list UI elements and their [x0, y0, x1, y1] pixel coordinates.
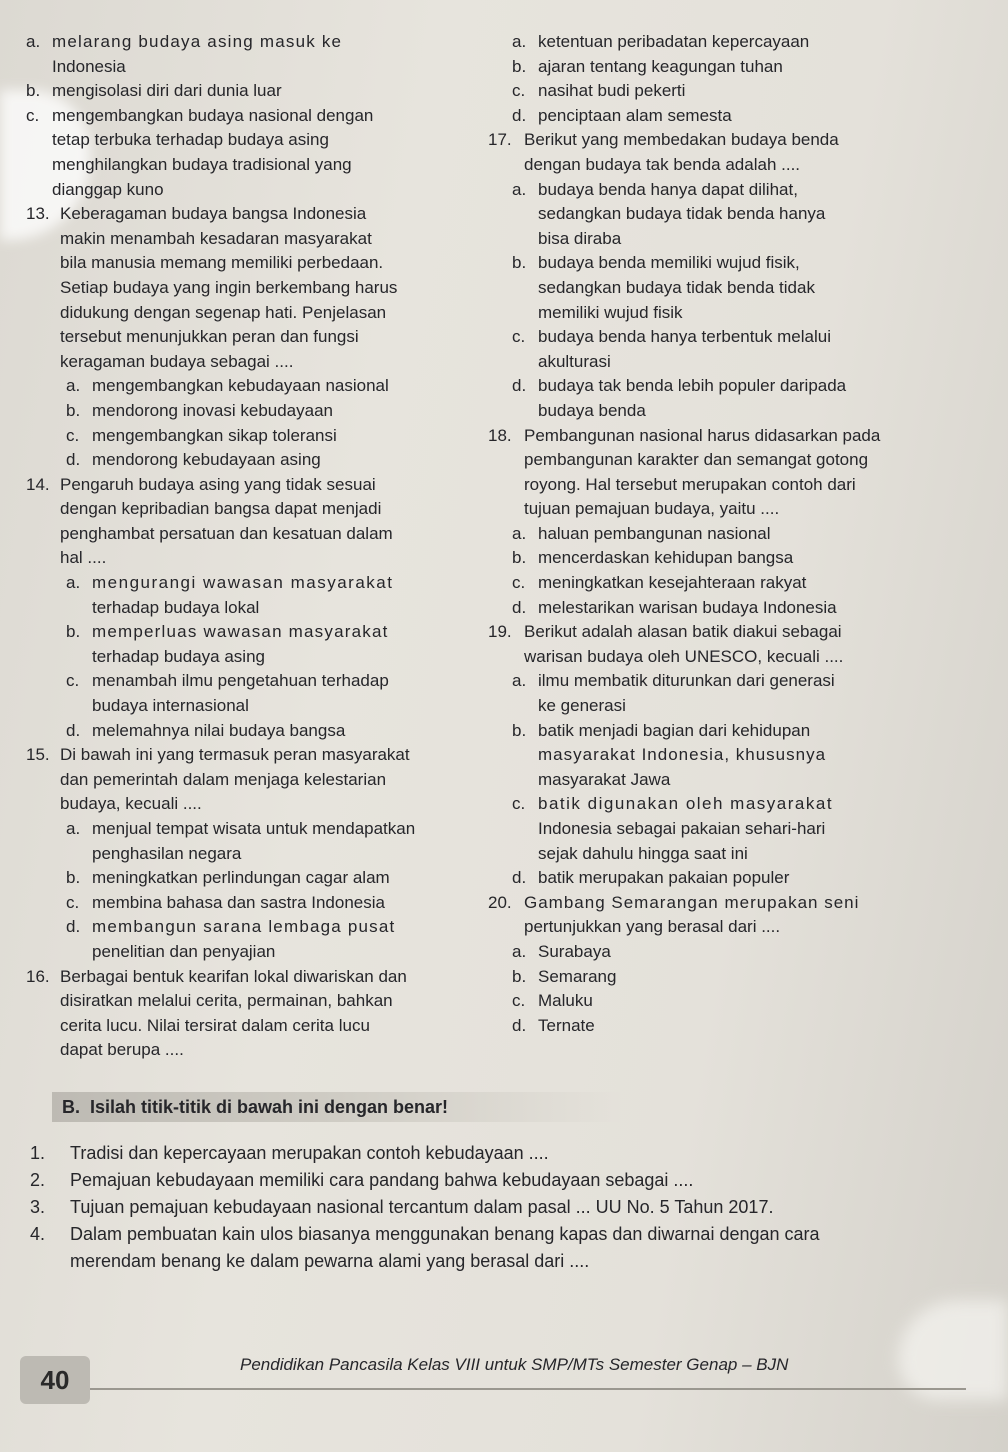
text-line: budaya benda hanya dapat dilihat, [538, 179, 798, 199]
option[interactable] [488, 1014, 988, 1039]
question-15 [26, 743, 476, 964]
essay-text [70, 1140, 990, 1167]
text-line: Pengaruh budaya asing yang tidak sesuai [60, 474, 376, 494]
question-number: 17. [488, 130, 512, 150]
question-text [524, 128, 988, 177]
text-line: budaya benda memiliki wujud fisik, [538, 253, 800, 273]
option-text [92, 571, 476, 620]
option-text [92, 817, 476, 866]
essay-item [30, 1221, 990, 1275]
option-label: b. [512, 720, 527, 740]
option-label: a. [512, 941, 527, 961]
question-14 [26, 473, 476, 744]
option[interactable] [488, 940, 988, 965]
text-line: disiratkan melalui cerita, permainan, bahkan [60, 991, 393, 1011]
option[interactable] [488, 178, 988, 252]
option-label: a. [512, 671, 527, 691]
question-17 [488, 128, 988, 423]
text-line: dan pemerintah dalam menjaga kelestarian [60, 769, 387, 789]
option-text: Maluku [538, 991, 593, 1011]
option-text [538, 669, 988, 718]
option[interactable] [26, 79, 476, 104]
section-b-heading [52, 1092, 622, 1122]
text-line: sedangkan budaya tidak benda hanya [538, 204, 826, 224]
essay-text [70, 1194, 990, 1221]
option-label: b. [66, 868, 81, 888]
text-line: penelitian dan penyajian [92, 941, 276, 961]
option-label: c. [512, 794, 526, 814]
question-stem [26, 743, 476, 817]
option[interactable] [488, 596, 988, 621]
text-line: Gambang Semarangan merupakan seni [524, 892, 860, 912]
option-label: d. [66, 720, 81, 740]
text-line: penghambat persatuan dan kesatuan dalam [60, 523, 393, 543]
option-label: a. [66, 376, 81, 396]
essay-number: 3. [30, 1197, 46, 1217]
option-label: d. [512, 105, 527, 125]
text-line: pertunjukkan yang berasal dari .... [524, 917, 781, 937]
option-text [538, 792, 988, 866]
text-line: tetap terbuka terhadap budaya asing [52, 130, 329, 150]
question-text [524, 620, 988, 669]
option-label: c. [66, 892, 80, 912]
question-number: 19. [488, 622, 512, 642]
option-label: b. [512, 548, 527, 568]
option[interactable] [26, 104, 476, 202]
option[interactable] [26, 571, 476, 620]
text-line: sedangkan budaya tidak benda tidak [538, 277, 815, 297]
essay-list [30, 1140, 990, 1275]
option[interactable] [488, 325, 988, 374]
option[interactable] [26, 719, 476, 744]
option-label: d. [512, 1015, 527, 1035]
option-label: b. [512, 56, 527, 76]
question-text [524, 891, 988, 940]
option-text: ajaran tentang keagungan tuhan [538, 56, 783, 76]
option[interactable] [26, 817, 476, 866]
option-text [52, 104, 476, 202]
option-text: mencerdaskan kehidupan bangsa [538, 548, 794, 568]
q16-options [488, 30, 988, 128]
footer-divider [26, 1388, 966, 1390]
option-text: ketentuan peribadatan kepercayaan [538, 32, 810, 51]
option-text: penciptaan alam semesta [538, 105, 732, 125]
text-line: budaya benda [538, 400, 646, 420]
option-text [92, 915, 476, 964]
essay-item [30, 1167, 990, 1194]
text-line: Pembangunan nasional harus didasarkan pada [524, 425, 881, 445]
option-label: c. [26, 105, 40, 125]
option[interactable] [488, 989, 988, 1014]
text-line: budaya, kecuali .... [60, 794, 202, 814]
text-line: warisan budaya oleh UNESCO, kecuali .... [524, 646, 844, 666]
section-letter: B. [62, 1097, 80, 1117]
text-line: menjual tempat wisata untuk mendapatkan [92, 819, 416, 838]
option-label: d. [66, 450, 81, 470]
option-text [92, 620, 476, 669]
option-label: a. [66, 819, 81, 838]
option[interactable] [488, 522, 988, 547]
option[interactable] [488, 251, 988, 325]
text-line: pembangunan karakter dan semangat gotong [524, 450, 869, 470]
text-line: terhadap budaya asing [92, 646, 265, 666]
text-line: melarang budaya asing masuk ke [52, 32, 343, 51]
option-label: c. [66, 671, 80, 691]
option[interactable] [488, 571, 988, 596]
option[interactable] [488, 965, 988, 990]
question-stem [26, 473, 476, 571]
option-text [538, 374, 988, 423]
question-16 [26, 965, 476, 1063]
question-text [524, 424, 988, 522]
text-line: royong. Hal tersebut merupakan contoh dari [524, 474, 856, 494]
text-line: tersebut menunjukkan peran dan fungsi [60, 327, 359, 347]
text-line: ilmu membatik diturunkan dari generasi [538, 671, 835, 691]
text-line: ke generasi [538, 696, 626, 716]
text-line: merendam benang ke dalam pewarna alami yang berasal dari .... [70, 1251, 590, 1271]
option-label: b. [26, 81, 41, 101]
option-label: c. [66, 425, 80, 445]
option-label: b. [512, 966, 527, 986]
text-line: mengembangkan budaya nasional dengan [52, 105, 374, 125]
text-line: dengan kepribadian bangsa dapat menjadi [60, 499, 382, 519]
page-number: 40 [20, 1356, 90, 1404]
footer-text: Pendidikan Pancasila Kelas VIII untuk SMP/MTs Semester Genap – BJN [240, 1355, 789, 1374]
option-text [538, 251, 988, 325]
text-line: batik digunakan oleh masyarakat [538, 794, 834, 814]
option-label: c. [512, 81, 526, 101]
option-label: a. [66, 573, 81, 593]
q12-options-continued [26, 30, 476, 202]
option-text [538, 325, 988, 374]
question-stem [488, 620, 988, 669]
question-text [60, 743, 476, 817]
option-text [92, 669, 476, 718]
text-line: dapat berupa .... [60, 1040, 184, 1060]
text-line: Pemajuan kebudayaan memiliki cara pandang bahwa kebudayaan sebagai .... [70, 1170, 694, 1190]
question-13 [26, 202, 476, 473]
option[interactable] [488, 374, 988, 423]
text-line: tujuan pemajuan budaya, yaitu .... [524, 499, 780, 519]
option[interactable] [26, 399, 476, 424]
text-line: memperluas wawasan masyarakat [92, 622, 389, 642]
option-text: batik merupakan pakaian populer [538, 868, 790, 888]
essay-number: 4. [30, 1224, 46, 1244]
option-text: mendorong kebudayaan asing [92, 450, 321, 470]
option[interactable] [26, 915, 476, 964]
option[interactable] [488, 719, 988, 793]
text-line: menghilangkan budaya tradisional yang [52, 154, 352, 174]
question-stem [26, 965, 476, 1063]
option[interactable] [488, 546, 988, 571]
option[interactable] [488, 669, 988, 718]
question-18 [488, 424, 988, 621]
option-label: d. [512, 868, 527, 888]
text-line: cerita lucu. Nilai tersirat dalam cerita lucu [60, 1015, 370, 1035]
text-line: budaya tak benda lebih populer daripada [538, 376, 847, 396]
text-line: Indonesia sebagai pakaian sehari-hari [538, 819, 826, 838]
text-line: makin menambah kesadaran masyarakat [60, 228, 372, 248]
text-line: sejak dahulu hingga saat ini [538, 843, 748, 863]
option-label: d. [66, 917, 81, 937]
option[interactable] [26, 424, 476, 449]
question-text [60, 202, 476, 374]
text-line: keragaman budaya sebagai .... [60, 351, 294, 371]
section-title: Isilah titik-titik di bawah ini dengan benar! [90, 1097, 449, 1117]
text-line: membangun sarana lembaga pusat [92, 917, 396, 937]
option-label: a. [26, 32, 41, 51]
text-line: Berbagai bentuk kearifan lokal diwariskan dan [60, 966, 407, 986]
option-text: melestarikan warisan budaya Indonesia [538, 597, 837, 617]
text-line: akulturasi [538, 351, 611, 371]
option-label: c. [512, 991, 526, 1011]
question-20 [488, 891, 988, 1039]
text-line: menambah ilmu pengetahuan terhadap [92, 671, 389, 691]
option-text [538, 178, 988, 252]
option-label: b. [66, 400, 81, 420]
option-label: b. [66, 622, 81, 642]
option-text: mengisolasi diri dari dunia luar [52, 81, 282, 101]
text-line: terhadap budaya lokal [92, 597, 260, 617]
option[interactable] [26, 30, 476, 79]
essay-item [30, 1140, 990, 1167]
option-label: c. [512, 327, 526, 347]
option-text: melemahnya nilai budaya bangsa [92, 720, 346, 740]
text-line: Berikut adalah alasan batik diakui sebagai [524, 622, 842, 642]
question-stem [488, 891, 988, 940]
option-text: Semarang [538, 966, 617, 986]
text-line: Di bawah ini yang termasuk peran masyarakat [60, 745, 410, 765]
question-number: 18. [488, 425, 512, 445]
text-line: masyarakat Jawa [538, 769, 671, 789]
option-label: a. [512, 32, 527, 51]
question-number: 20. [488, 892, 512, 912]
option-label: d. [512, 376, 527, 396]
option-text [538, 719, 988, 793]
text-line: budaya internasional [92, 696, 249, 716]
option[interactable] [488, 792, 988, 866]
question-text [60, 473, 476, 571]
text-line: batik menjadi bagian dari kehidupan [538, 720, 811, 740]
text-line: dianggap kuno [52, 179, 164, 199]
essay-number: 1. [30, 1143, 46, 1163]
option-text: mengembangkan sikap toleransi [92, 425, 337, 445]
option[interactable] [26, 620, 476, 669]
question-number: 13. [26, 204, 50, 224]
option-text: Ternate [538, 1015, 595, 1035]
essay-item [30, 1194, 990, 1221]
question-number: 16. [26, 966, 50, 986]
option-text: Surabaya [538, 941, 611, 961]
option-text: nasihat budi pekerti [538, 81, 686, 101]
option-label: a. [512, 523, 527, 543]
text-line: Tujuan pemajuan kebudayaan nasional tercantum dalam pasal ... UU No. 5 Tahun 2017. [70, 1197, 774, 1217]
text-line: Setiap budaya yang ingin berkembang harus [60, 277, 398, 297]
question-text [60, 965, 476, 1063]
question-number: 15. [26, 745, 50, 765]
option[interactable] [488, 104, 988, 129]
text-line: memiliki wujud fisik [538, 302, 683, 322]
option-text: mendorong inovasi kebudayaan [92, 400, 334, 420]
option[interactable] [488, 79, 988, 104]
left-column [26, 30, 476, 1063]
question-number: 14. [26, 474, 50, 494]
option[interactable] [488, 55, 988, 80]
right-column [488, 30, 988, 1038]
text-line: Keberagaman budaya bangsa Indonesia [60, 204, 367, 224]
text-line: bisa diraba [538, 228, 622, 248]
text-line: Indonesia [52, 56, 126, 76]
option-label: a. [512, 179, 527, 199]
option-label: c. [512, 573, 526, 593]
text-line: budaya benda hanya terbentuk melalui [538, 327, 831, 347]
question-stem [488, 424, 988, 522]
option-text: meningkatkan kesejahteraan rakyat [538, 573, 807, 593]
option[interactable] [488, 30, 988, 55]
question-19 [488, 620, 988, 891]
option[interactable] [26, 669, 476, 718]
option-text: meningkatkan perlindungan cagar alam [92, 868, 390, 888]
text-line: masyarakat Indonesia, khususnya [538, 745, 827, 765]
question-stem [488, 128, 988, 177]
text-line: Dalam pembuatan kain ulos biasanya menggunakan benang kapas dan diwarnai dengan cara [70, 1224, 820, 1244]
essay-text [70, 1221, 990, 1275]
text-line: didukung dengan segenap hati. Penjelasan [60, 302, 387, 322]
option[interactable] [488, 866, 988, 891]
option-label: d. [512, 597, 527, 617]
option-label: b. [512, 253, 527, 273]
option-text: haluan pembangunan nasional [538, 523, 771, 543]
text-line: mengurangi wawasan masyarakat [92, 573, 394, 593]
text-line: Berikut yang membedakan budaya benda [524, 130, 839, 150]
option-text: mengembangkan kebudayaan nasional [92, 376, 389, 396]
option[interactable] [26, 866, 476, 891]
option[interactable] [26, 374, 476, 399]
option-text: membina bahasa dan sastra Indonesia [92, 892, 385, 912]
text-line: dengan budaya tak benda adalah .... [524, 154, 801, 174]
essay-text [70, 1167, 990, 1194]
text-line: penghasilan negara [92, 843, 242, 863]
text-line: bila manusia memang memiliki perbedaan. [60, 253, 384, 273]
option-text [52, 30, 476, 79]
page-curl [898, 1300, 1008, 1400]
essay-number: 2. [30, 1170, 46, 1190]
question-stem [26, 202, 476, 374]
text-line: Tradisi dan kepercayaan merupakan contoh kebudayaan .... [70, 1143, 549, 1163]
option[interactable] [26, 891, 476, 916]
text-line: hal .... [60, 548, 107, 568]
option[interactable] [26, 448, 476, 473]
